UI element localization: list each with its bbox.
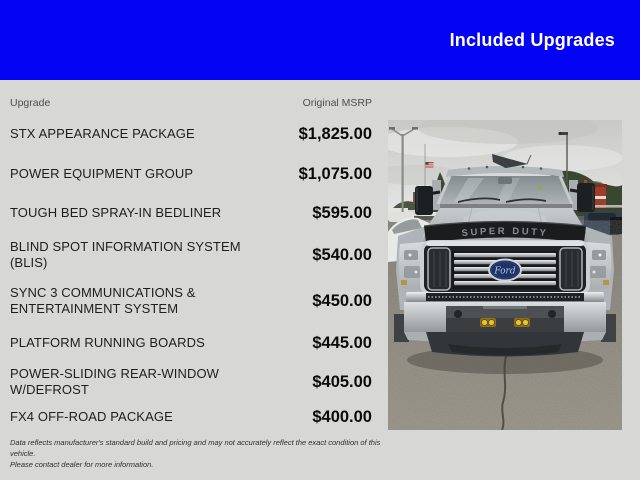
super-duty-lettering: SUPER DUTY [461,225,549,240]
table-row [10,194,372,232]
table-row [10,324,372,362]
upgrade-name: POWER-SLIDING REAR-WINDOW W/DEFROST [10,366,220,397]
table-row [10,362,372,402]
table-row [10,114,372,154]
upgrade-name: TOUGH BED SPRAY-IN BEDLINER [10,205,222,221]
table-row [10,232,372,278]
tow-hook-right [548,310,556,318]
ford-oval-badge [489,260,521,281]
upgrade-name: STX APPEARANCE PACKAGE [10,126,195,142]
tow-hook-left [454,310,462,318]
ford-script: Ford [494,266,516,277]
upgrade-price: $450.00 [312,291,372,310]
column-header-msrp: Original MSRP [302,97,372,109]
upgrade-price: $595.00 [312,203,372,222]
disclaimer-line-2: Please contact dealer for more information. [10,459,154,469]
upgrade-name: SYNC 3 COMMUNICATIONS & ENTERTAINMENT SYSTEM [10,285,196,316]
header-banner [0,0,640,80]
upgrade-name: FX4 OFF-ROAD PACKAGE [10,409,173,425]
table-column-headers [10,97,372,109]
upgrade-name: POWER EQUIPMENT GROUP [10,166,194,182]
grille-mesh-left [428,248,450,290]
disclaimer-text [10,438,382,471]
vehicle-photo [388,120,622,430]
upgrade-price: $1,075.00 [298,164,372,183]
disclaimer-line-1: Data reflects manufacturer's standard build and pricing and may not accurately reflect the exact condition of this vehicle. [10,438,381,458]
column-header-upgrade: Upgrade [10,97,51,109]
truck-windshield [438,176,572,204]
upgrade-price: $1,825.00 [298,124,372,143]
upgrade-price: $540.00 [312,245,372,264]
grille-mesh-right [560,248,582,290]
upgrade-price: $405.00 [312,372,372,391]
upgrade-name: PLATFORM RUNNING BOARDS [10,335,205,351]
table-row [10,402,372,432]
page-title: Included Upgrades [449,29,615,50]
upgrade-price: $445.00 [312,333,372,352]
front-bumper [404,292,606,357]
table-row [10,154,372,194]
upgrade-name: BLIND SPOT INFORMATION SYSTEM (BLIS) [10,239,241,270]
upgrades-table [10,114,372,432]
upgrade-price: $400.00 [312,407,372,426]
truck-grille [422,241,588,294]
table-row [10,278,372,324]
